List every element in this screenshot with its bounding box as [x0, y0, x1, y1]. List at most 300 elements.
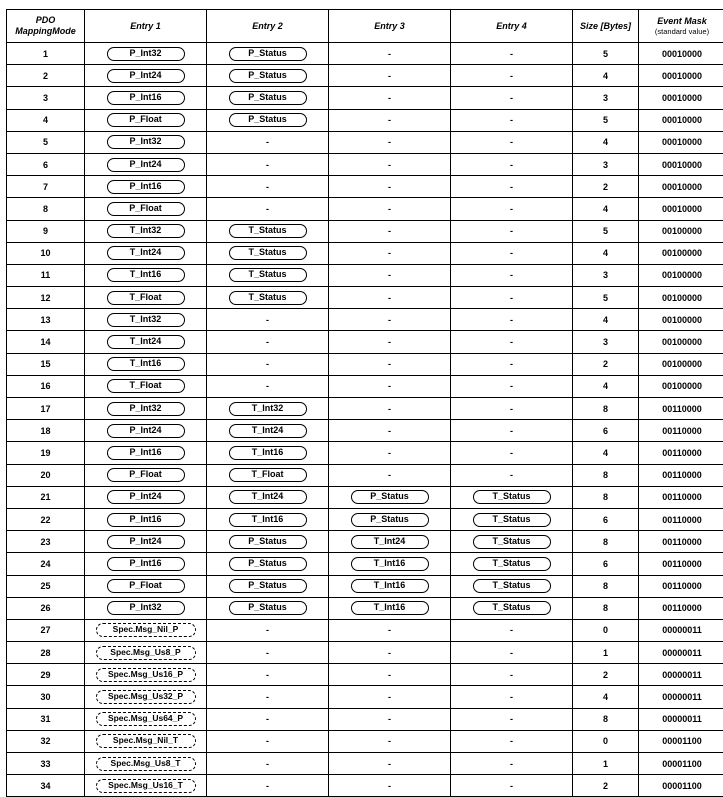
entry-1-cell	[85, 597, 207, 619]
entry-2-cell	[207, 242, 329, 264]
size-cell: 5	[573, 109, 639, 131]
col-header-event-mask	[639, 10, 723, 43]
entry-3-cell	[329, 508, 451, 530]
entry-object-label: P_Float	[107, 579, 185, 593]
entry-2-cell: -	[207, 664, 329, 686]
entry-3-cell: -	[329, 65, 451, 87]
mapping-mode-cell: 10	[7, 242, 85, 264]
table-row	[7, 420, 723, 442]
entry-1-cell	[85, 575, 207, 597]
col-header-mapping-mode	[7, 10, 85, 43]
mapping-mode-cell: 8	[7, 198, 85, 220]
entry-object-label: T_Int16	[107, 357, 185, 371]
entry-3-cell: -	[329, 420, 451, 442]
entry-3-cell: -	[329, 753, 451, 775]
entry-3-cell: -	[329, 331, 451, 353]
entry-object-label: P_Int16	[107, 557, 185, 571]
event-mask-cell: 00001100	[639, 730, 723, 752]
entry-1-cell	[85, 87, 207, 109]
entry-object-label: T_Status	[229, 291, 307, 305]
event-mask-cell: 00100000	[639, 220, 723, 242]
col-header-entry-1: Entry 1	[85, 10, 207, 43]
entry-4-cell: -	[451, 686, 573, 708]
size-cell: 4	[573, 65, 639, 87]
size-cell: 1	[573, 642, 639, 664]
entry-4-cell: -	[451, 753, 573, 775]
table-row	[7, 753, 723, 775]
entry-4-cell: -	[451, 375, 573, 397]
mapping-mode-cell: 9	[7, 220, 85, 242]
event-mask-cell: 00110000	[639, 442, 723, 464]
table-row	[7, 619, 723, 641]
entry-2-cell: -	[207, 331, 329, 353]
size-cell: 8	[573, 531, 639, 553]
entry-4-cell: -	[451, 220, 573, 242]
entry-1-cell	[85, 353, 207, 375]
mapping-mode-cell: 24	[7, 553, 85, 575]
size-cell: 2	[573, 353, 639, 375]
entry-2-cell: -	[207, 309, 329, 331]
size-cell: 8	[573, 575, 639, 597]
entry-object-label: P_Float	[107, 468, 185, 482]
event-mask-cell: 00100000	[639, 287, 723, 309]
entry-object-label: T_Int32	[107, 224, 185, 238]
size-cell: 6	[573, 420, 639, 442]
entry-1-cell	[85, 309, 207, 331]
entry-1-cell	[85, 553, 207, 575]
entry-2-cell	[207, 287, 329, 309]
mapping-mode-cell: 21	[7, 486, 85, 508]
event-mask-cell: 00010000	[639, 176, 723, 198]
table-row	[7, 486, 723, 508]
table-row	[7, 708, 723, 730]
event-mask-cell: 00100000	[639, 353, 723, 375]
entry-1-cell	[85, 131, 207, 153]
entry-object-label: P_Int32	[107, 402, 185, 416]
entry-object-label: T_Status	[229, 246, 307, 260]
entry-2-cell	[207, 109, 329, 131]
size-cell: 1	[573, 753, 639, 775]
event-mask-cell: 00110000	[639, 597, 723, 619]
entry-object-label: T_Int32	[107, 313, 185, 327]
entry-2-cell	[207, 398, 329, 420]
entry-3-cell: -	[329, 220, 451, 242]
mapping-mode-cell: 26	[7, 597, 85, 619]
entry-1-cell	[85, 43, 207, 65]
entry-object-label: P_Int16	[107, 180, 185, 194]
entry-2-cell: -	[207, 775, 329, 797]
event-mask-cell: 00000011	[639, 619, 723, 641]
entry-4-cell: -	[451, 109, 573, 131]
entry-3-cell: -	[329, 287, 451, 309]
entry-object-label: T_Int16	[351, 601, 429, 615]
entry-2-cell	[207, 87, 329, 109]
mapping-mode-cell: 28	[7, 642, 85, 664]
event-mask-cell: 00110000	[639, 508, 723, 530]
entry-object-label: P_Status	[229, 601, 307, 615]
mapping-mode-cell: 30	[7, 686, 85, 708]
size-cell: 0	[573, 730, 639, 752]
entry-1-cell	[85, 198, 207, 220]
entry-3-cell: -	[329, 309, 451, 331]
mapping-mode-cell: 6	[7, 153, 85, 175]
entry-object-label: Spec.Msg_Us64_P	[96, 712, 196, 726]
event-mask-cell: 00001100	[639, 753, 723, 775]
entry-2-cell	[207, 531, 329, 553]
size-cell: 4	[573, 442, 639, 464]
entry-1-cell	[85, 398, 207, 420]
table-row	[7, 508, 723, 530]
entry-object-label: T_Status	[473, 535, 551, 549]
entry-object-label: Spec.Msg_Us8_P	[96, 646, 196, 660]
table-row	[7, 531, 723, 553]
size-cell: 3	[573, 264, 639, 286]
table-row	[7, 553, 723, 575]
size-cell: 2	[573, 176, 639, 198]
entry-4-cell: -	[451, 242, 573, 264]
entry-3-cell: -	[329, 353, 451, 375]
entry-2-cell: -	[207, 153, 329, 175]
entry-2-cell: -	[207, 686, 329, 708]
entry-2-cell: -	[207, 619, 329, 641]
entry-4-cell: -	[451, 642, 573, 664]
entry-object-label: Spec.Msg_Us16_T	[96, 779, 196, 793]
entry-2-cell: -	[207, 730, 329, 752]
entry-object-label: P_Int24	[107, 69, 185, 83]
entry-4-cell: -	[451, 43, 573, 65]
entry-object-label: P_Float	[107, 113, 185, 127]
event-mask-cell: 00000011	[639, 642, 723, 664]
entry-3-cell: -	[329, 398, 451, 420]
entry-1-cell	[85, 109, 207, 131]
table-row	[7, 331, 723, 353]
entry-4-cell	[451, 553, 573, 575]
mapping-mode-cell: 25	[7, 575, 85, 597]
entry-object-label: T_Int32	[229, 402, 307, 416]
header-row	[7, 10, 723, 43]
size-cell: 2	[573, 775, 639, 797]
entry-2-cell	[207, 486, 329, 508]
event-mask-cell: 00000011	[639, 708, 723, 730]
entry-1-cell	[85, 464, 207, 486]
size-cell: 8	[573, 708, 639, 730]
entry-object-label: P_Status	[229, 535, 307, 549]
entry-object-label: P_Status	[229, 579, 307, 593]
col-header-mode-line1: PDO	[36, 15, 56, 25]
entry-1-cell	[85, 176, 207, 198]
table-row	[7, 464, 723, 486]
entry-3-cell: -	[329, 775, 451, 797]
mapping-mode-cell: 12	[7, 287, 85, 309]
size-cell: 5	[573, 220, 639, 242]
entry-4-cell: -	[451, 730, 573, 752]
entry-object-label: Spec.Msg_Us32_P	[96, 690, 196, 704]
entry-3-cell: -	[329, 264, 451, 286]
mapping-mode-cell: 27	[7, 619, 85, 641]
col-header-entry-3: Entry 3	[329, 10, 451, 43]
entry-object-label: T_Float	[107, 291, 185, 305]
entry-object-label: Spec.Msg_Us8_T	[96, 757, 196, 771]
event-mask-cell: 00010000	[639, 153, 723, 175]
entry-object-label: T_Int16	[351, 579, 429, 593]
entry-3-cell: -	[329, 664, 451, 686]
entry-3-cell: -	[329, 619, 451, 641]
table-row	[7, 398, 723, 420]
table-row	[7, 353, 723, 375]
entry-1-cell	[85, 420, 207, 442]
size-cell: 6	[573, 553, 639, 575]
entry-1-cell	[85, 708, 207, 730]
entry-2-cell: -	[207, 353, 329, 375]
entry-object-label: T_Status	[229, 224, 307, 238]
table-row	[7, 730, 723, 752]
entry-object-label: P_Int16	[107, 91, 185, 105]
entry-1-cell	[85, 287, 207, 309]
mapping-mode-cell: 18	[7, 420, 85, 442]
entry-3-cell: -	[329, 87, 451, 109]
entry-4-cell	[451, 531, 573, 553]
entry-object-label: P_Int16	[107, 513, 185, 527]
size-cell: 6	[573, 508, 639, 530]
entry-4-cell: -	[451, 775, 573, 797]
entry-object-label: P_Status	[229, 557, 307, 571]
event-mask-cell: 00110000	[639, 398, 723, 420]
entry-3-cell	[329, 575, 451, 597]
mapping-mode-cell: 17	[7, 398, 85, 420]
entry-3-cell: -	[329, 464, 451, 486]
mapping-mode-cell: 13	[7, 309, 85, 331]
entry-1-cell	[85, 442, 207, 464]
table-row	[7, 775, 723, 797]
entry-object-label: T_Status	[473, 601, 551, 615]
mapping-mode-cell: 34	[7, 775, 85, 797]
entry-4-cell	[451, 575, 573, 597]
event-mask-cell: 00100000	[639, 264, 723, 286]
entry-object-label: T_Float	[229, 468, 307, 482]
event-mask-cell: 00000011	[639, 664, 723, 686]
event-mask-cell: 00100000	[639, 375, 723, 397]
mapping-mode-cell: 33	[7, 753, 85, 775]
size-cell: 3	[573, 87, 639, 109]
mapping-mode-cell: 23	[7, 531, 85, 553]
entry-3-cell: -	[329, 198, 451, 220]
size-cell: 4	[573, 242, 639, 264]
entry-object-label: T_Int24	[229, 424, 307, 438]
col-header-mask-title: Event Mask	[657, 16, 707, 26]
mapping-mode-cell: 16	[7, 375, 85, 397]
entry-2-cell	[207, 464, 329, 486]
event-mask-cell: 00100000	[639, 242, 723, 264]
mapping-mode-cell: 7	[7, 176, 85, 198]
entry-1-cell	[85, 531, 207, 553]
entry-1-cell	[85, 642, 207, 664]
table-row	[7, 287, 723, 309]
entry-2-cell	[207, 43, 329, 65]
event-mask-cell: 00010000	[639, 87, 723, 109]
mapping-mode-cell: 11	[7, 264, 85, 286]
entry-3-cell: -	[329, 153, 451, 175]
entry-2-cell	[207, 264, 329, 286]
entry-3-cell	[329, 486, 451, 508]
entry-4-cell: -	[451, 287, 573, 309]
mapping-mode-cell: 2	[7, 65, 85, 87]
entry-1-cell	[85, 775, 207, 797]
mapping-mode-cell: 32	[7, 730, 85, 752]
table-row	[7, 65, 723, 87]
entry-object-label: Spec.Msg_Nil_P	[96, 623, 196, 637]
entry-object-label: P_Int32	[107, 135, 185, 149]
table-row	[7, 642, 723, 664]
event-mask-cell: 00010000	[639, 131, 723, 153]
entry-2-cell: -	[207, 642, 329, 664]
mapping-mode-cell: 14	[7, 331, 85, 353]
entry-object-label: T_Float	[107, 379, 185, 393]
event-mask-cell: 00010000	[639, 198, 723, 220]
entry-3-cell: -	[329, 131, 451, 153]
entry-object-label: T_Int16	[229, 446, 307, 460]
size-cell: 4	[573, 375, 639, 397]
entry-2-cell	[207, 553, 329, 575]
table-row	[7, 375, 723, 397]
entry-3-cell: -	[329, 708, 451, 730]
entry-object-label: P_Int16	[107, 446, 185, 460]
size-cell: 8	[573, 464, 639, 486]
mapping-mode-cell: 4	[7, 109, 85, 131]
entry-object-label: T_Int24	[229, 490, 307, 504]
mapping-mode-cell: 31	[7, 708, 85, 730]
entry-1-cell	[85, 686, 207, 708]
entry-object-label: P_Float	[107, 202, 185, 216]
col-header-size: Size [Bytes]	[573, 10, 639, 43]
size-cell: 4	[573, 309, 639, 331]
entry-1-cell	[85, 508, 207, 530]
entry-object-label: T_Int16	[351, 557, 429, 571]
entry-4-cell: -	[451, 176, 573, 198]
entry-4-cell: -	[451, 87, 573, 109]
entry-object-label: P_Status	[229, 91, 307, 105]
entry-1-cell	[85, 220, 207, 242]
size-cell: 5	[573, 43, 639, 65]
size-cell: 3	[573, 153, 639, 175]
size-cell: 4	[573, 198, 639, 220]
col-header-entry-2: Entry 2	[207, 10, 329, 43]
table-row	[7, 87, 723, 109]
entry-object-label: P_Status	[229, 69, 307, 83]
event-mask-cell: 00100000	[639, 331, 723, 353]
mapping-mode-cell: 19	[7, 442, 85, 464]
entry-object-label: P_Status	[229, 113, 307, 127]
table-row	[7, 198, 723, 220]
table-row	[7, 153, 723, 175]
entry-3-cell	[329, 553, 451, 575]
event-mask-cell: 00110000	[639, 420, 723, 442]
entry-1-cell	[85, 664, 207, 686]
entry-2-cell	[207, 65, 329, 87]
table-row	[7, 176, 723, 198]
entry-object-label: T_Status	[229, 268, 307, 282]
event-mask-cell: 00110000	[639, 575, 723, 597]
entry-2-cell	[207, 220, 329, 242]
entry-3-cell: -	[329, 375, 451, 397]
size-cell: 8	[573, 486, 639, 508]
table-row	[7, 442, 723, 464]
entry-2-cell: -	[207, 375, 329, 397]
table-row	[7, 575, 723, 597]
table-row	[7, 686, 723, 708]
entry-4-cell: -	[451, 309, 573, 331]
event-mask-cell: 00100000	[639, 309, 723, 331]
col-header-mask-subtitle: (standard value)	[639, 27, 723, 36]
entry-object-label: P_Int24	[107, 490, 185, 504]
entry-1-cell	[85, 65, 207, 87]
entry-3-cell: -	[329, 242, 451, 264]
entry-1-cell	[85, 619, 207, 641]
entry-4-cell	[451, 597, 573, 619]
entry-3-cell: -	[329, 730, 451, 752]
size-cell: 5	[573, 287, 639, 309]
entry-4-cell: -	[451, 442, 573, 464]
entry-2-cell: -	[207, 176, 329, 198]
entry-3-cell: -	[329, 686, 451, 708]
entry-object-label: T_Int16	[107, 268, 185, 282]
table-row	[7, 264, 723, 286]
entry-4-cell: -	[451, 153, 573, 175]
size-cell: 4	[573, 131, 639, 153]
entry-2-cell	[207, 508, 329, 530]
event-mask-cell: 00110000	[639, 464, 723, 486]
entry-2-cell	[207, 575, 329, 597]
mapping-mode-cell: 1	[7, 43, 85, 65]
size-cell: 4	[573, 686, 639, 708]
entry-object-label: T_Int24	[351, 535, 429, 549]
entry-object-label: P_Int32	[107, 601, 185, 615]
entry-object-label: P_Int24	[107, 424, 185, 438]
entry-1-cell	[85, 264, 207, 286]
entry-object-label: T_Int24	[107, 335, 185, 349]
entry-3-cell	[329, 531, 451, 553]
entry-4-cell: -	[451, 198, 573, 220]
entry-3-cell: -	[329, 176, 451, 198]
event-mask-cell: 00001100	[639, 775, 723, 797]
mapping-mode-cell: 20	[7, 464, 85, 486]
entry-4-cell: -	[451, 353, 573, 375]
table-row	[7, 664, 723, 686]
entry-3-cell: -	[329, 43, 451, 65]
size-cell: 8	[573, 597, 639, 619]
entry-3-cell: -	[329, 109, 451, 131]
entry-4-cell: -	[451, 619, 573, 641]
entry-1-cell	[85, 730, 207, 752]
entry-object-label: P_Int32	[107, 47, 185, 61]
event-mask-cell: 00010000	[639, 109, 723, 131]
event-mask-cell: 00110000	[639, 486, 723, 508]
entry-2-cell	[207, 442, 329, 464]
entry-object-label: Spec.Msg_Nil_T	[96, 734, 196, 748]
entry-2-cell	[207, 420, 329, 442]
entry-1-cell	[85, 486, 207, 508]
mapping-mode-cell: 15	[7, 353, 85, 375]
event-mask-cell: 00010000	[639, 43, 723, 65]
table-row	[7, 43, 723, 65]
table-row	[7, 242, 723, 264]
size-cell: 0	[573, 619, 639, 641]
event-mask-cell: 00110000	[639, 531, 723, 553]
col-header-entry-4: Entry 4	[451, 10, 573, 43]
entry-object-label: P_Status	[351, 513, 429, 527]
table-row	[7, 597, 723, 619]
entry-1-cell	[85, 753, 207, 775]
entry-object-label: T_Status	[473, 557, 551, 571]
